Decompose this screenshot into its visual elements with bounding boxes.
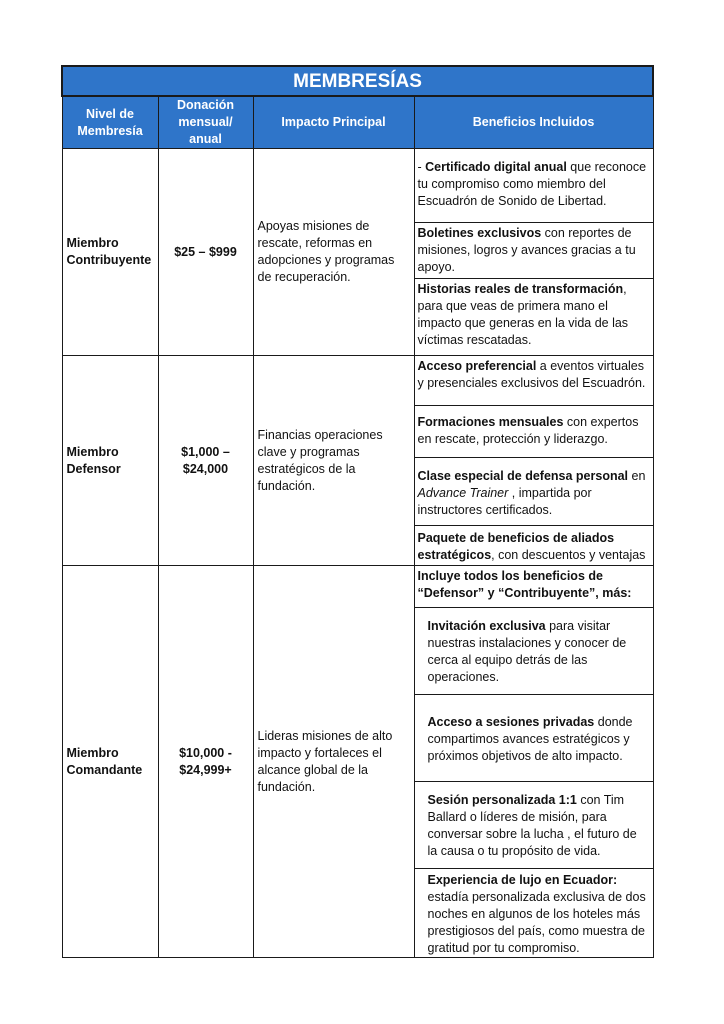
- tier-impact: Apoyas misiones de rescate, reformas en adopciones y programas de recuperación.: [253, 149, 414, 356]
- membership-sheet: [61, 65, 652, 958]
- benefit-italic: Advance Trainer: [417, 486, 509, 500]
- header-donation: Donación mensual/ anual: [158, 96, 253, 149]
- tier-amount: $10,000 - $24,999+: [158, 566, 253, 958]
- benefit-title: Experiencia de lujo en Ecuador:: [427, 872, 618, 887]
- benefit-item: [415, 526, 653, 565]
- benefit-item: [415, 608, 653, 695]
- benefit-text: a eventos virtuales y presenciales exclusivos del Escuadrón.: [417, 359, 646, 390]
- tier-level: Miembro Comandante: [62, 566, 158, 958]
- benefit-title: Sesión personalizada 1:1: [427, 793, 577, 807]
- benefit-text: con reportes de misiones, logros y avances gracias a tu apoyo.: [417, 226, 636, 274]
- benefit-item: [415, 279, 653, 355]
- benefit-text: , impartida por instructores certificados.: [417, 486, 592, 517]
- benefit-item: [415, 695, 653, 782]
- tier-amount: $1,000 – $24,000: [158, 356, 253, 566]
- tier-impact: Financias operaciones clave y programas estratégicos de la fundación.: [253, 356, 414, 566]
- header-impact: Impacto Principal: [253, 96, 414, 149]
- benefit-title: Historias reales de transformación: [417, 282, 624, 296]
- header-benefits: Beneficios Incluidos: [414, 96, 653, 149]
- benefit-title: Acceso preferencial: [417, 359, 537, 373]
- benefit-title: Invitación exclusiva: [427, 619, 546, 633]
- tier-row-comandante: [62, 566, 653, 958]
- benefit-text: con expertos en rescate, protección y liderazgo.: [417, 415, 639, 446]
- membership-table: [61, 65, 654, 958]
- table-title: MEMBRESÍAS: [62, 66, 653, 96]
- benefit-title: Clase especial de defensa personal: [417, 469, 629, 483]
- benefit-title: Boletines exclusivos: [417, 226, 542, 240]
- tier-impact: Lideras misiones de alto impacto y fortaleces el alcance global de la fundación.: [253, 566, 414, 958]
- benefit-text: con Tim Ballard o líderes de misión, para conversar sobre la lucha , el futuro de la causa o tu propósito de vida.: [427, 793, 637, 858]
- benefit-title: Formaciones mensuales: [417, 415, 564, 429]
- benefit-title: Paquete de beneficios de aliados estratégicos: [417, 531, 615, 562]
- benefit-item: [415, 223, 653, 279]
- header-level: Nivel de Membresía: [62, 96, 158, 149]
- benefit-text: que reconoce tu compromiso como miembro del Escuadrón de Sonido de Libertad.: [417, 160, 647, 208]
- tier-benefits: [414, 356, 653, 566]
- benefit-text: estadía personalizada exclusiva de dos noches en algunos de los hoteles más prestigiosos del país, como muestra de gratitud por tu compromiso.: [427, 889, 646, 955]
- tier-row-contribuyente: [62, 149, 653, 356]
- benefit-text: en: [628, 469, 646, 483]
- benefit-item: [415, 869, 653, 957]
- benefit-item: [415, 782, 653, 869]
- benefit-title: Certificado digital anual: [425, 160, 567, 174]
- tier-level: Miembro Contribuyente: [62, 149, 158, 356]
- benefit-item: [415, 149, 653, 223]
- tier-row-defensor: [62, 356, 653, 566]
- benefit-intro: Incluye todos los beneficios de “Defensor” y “Contribuyente”, más:: [415, 566, 653, 608]
- tier-level: Miembro Defensor: [62, 356, 158, 566]
- benefit-text: , con descuentos y ventajas: [491, 548, 646, 562]
- tier-amount: $25 – $999: [158, 149, 253, 356]
- benefit-text: para visitar nuestras instalaciones y conocer de cerca al equipo detrás de las operaciones.: [427, 619, 627, 684]
- tier-benefits: [414, 566, 653, 958]
- benefit-item: [415, 458, 653, 526]
- benefit-title: Acceso a sesiones privadas: [427, 714, 595, 729]
- benefit-item: [415, 356, 653, 406]
- benefit-item: [415, 406, 653, 458]
- benefit-text: donde compartimos avances estratégicos y próximos objetivos de alto impacto.: [427, 714, 633, 763]
- benefit-prefix: -: [417, 160, 426, 174]
- tier-benefits: [414, 149, 653, 356]
- benefit-text: , para que veas de primera mano el impacto que generas en la vida de las víctimas rescatadas.: [417, 282, 629, 347]
